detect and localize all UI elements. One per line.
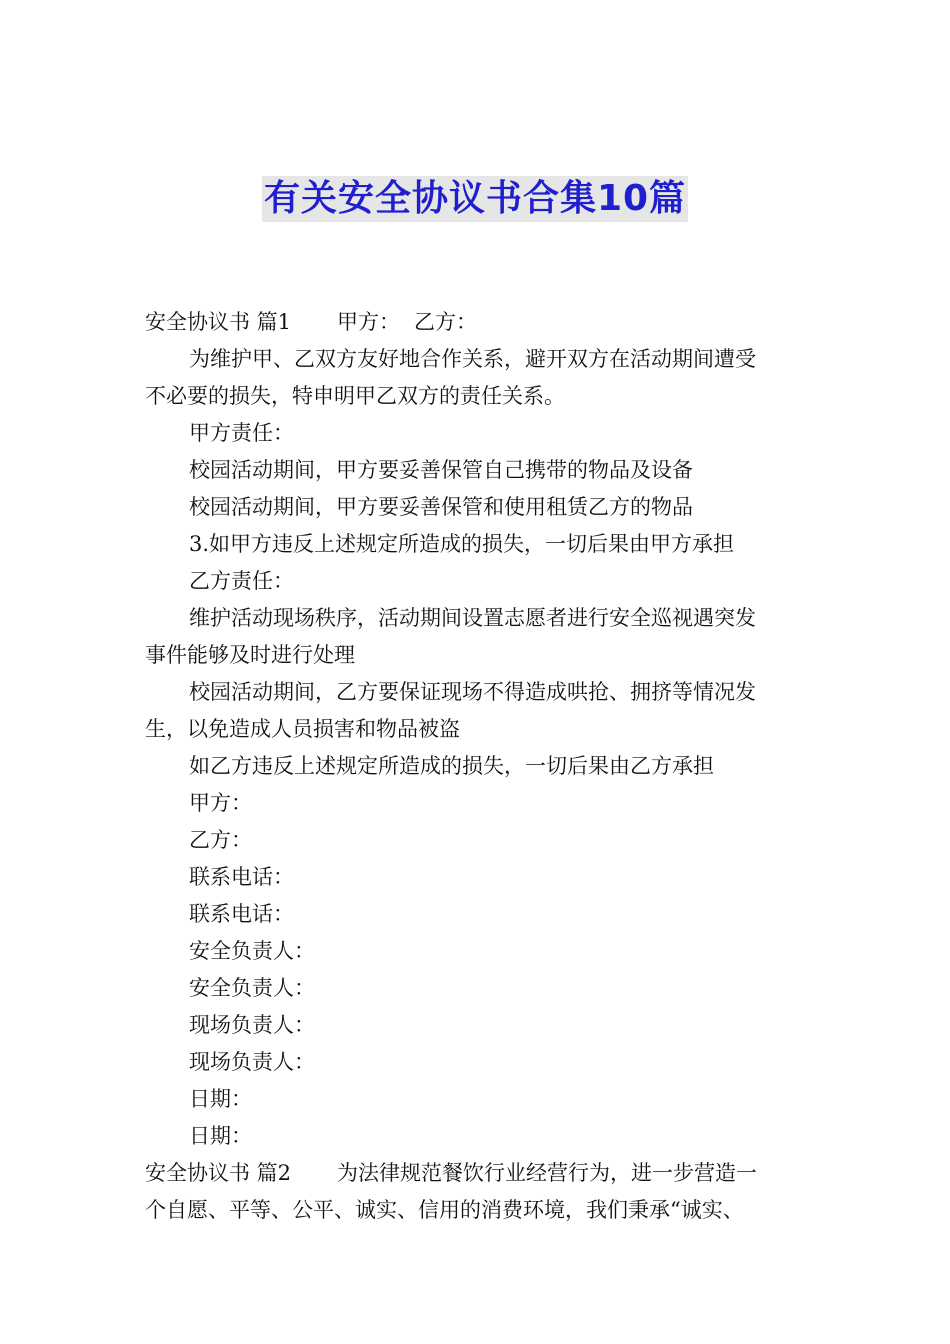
paragraph-line: 生，以免造成人员损害和物品被盗 — [145, 717, 460, 741]
party-b-label: 乙方： — [414, 310, 478, 334]
contact-phone: 联系电话： — [189, 865, 294, 889]
party-a-responsibility-heading: 甲方责任： — [189, 421, 294, 445]
site-manager: 现场负责人： — [189, 1013, 315, 1037]
date-field: 日期： — [189, 1124, 252, 1148]
section2-second-line: 个自愿、平等、公平、诚实、信用的消费环境，我们秉承“诚实、 — [145, 1198, 744, 1222]
section1-heading-line — [145, 304, 809, 341]
party-b-responsibility-heading: 乙方责任： — [189, 569, 294, 593]
section2-heading-line — [145, 1155, 809, 1192]
paragraph-line: 维护活动现场秩序，活动期间设置志愿者进行安全巡视遇突发 — [189, 606, 756, 630]
paragraph-line: 校园活动期间，甲方要妥善保管自己携带的物品及设备 — [189, 458, 693, 482]
contact-phone: 联系电话： — [189, 902, 294, 926]
paragraph-line: 校园活动期间，乙方要保证现场不得造成哄抢、拥挤等情况发 — [189, 680, 756, 704]
document-body — [145, 304, 809, 1229]
paragraph-line: 校园活动期间，甲方要妥善保管和使用租赁乙方的物品 — [189, 495, 693, 519]
date-field: 日期： — [189, 1087, 252, 1111]
signature-party-a: 甲方： — [189, 791, 252, 815]
site-manager: 现场负责人： — [189, 1050, 315, 1074]
document-title: 有关安全协议书合集10篇 — [262, 176, 688, 222]
section1-heading: 安全协议书 篇1 — [145, 310, 292, 334]
safety-officer: 安全负责人： — [189, 939, 315, 963]
section2-first-line: 为法律规范餐饮行业经营行为，进一步营造一 — [337, 1161, 758, 1185]
safety-officer: 安全负责人： — [189, 976, 315, 1000]
paragraph-line: 不必要的损失，特申明甲乙双方的责任关系。 — [145, 384, 565, 408]
party-a-label: 甲方： — [337, 310, 401, 334]
signature-party-b: 乙方： — [189, 828, 252, 852]
title-container — [0, 176, 950, 222]
paragraph-line: 如乙方违反上述规定所造成的损失，一切后果由乙方承担 — [189, 754, 714, 778]
paragraph-line: 3.如甲方违反上述规定所造成的损失，一切后果由甲方承担 — [189, 532, 735, 556]
paragraph-line: 为维护甲、乙双方友好地合作关系，避开双方在活动期间遭受 — [189, 347, 756, 371]
paragraph-line: 事件能够及时进行处理 — [145, 643, 355, 667]
section2-heading: 安全协议书 篇2 — [145, 1161, 292, 1185]
